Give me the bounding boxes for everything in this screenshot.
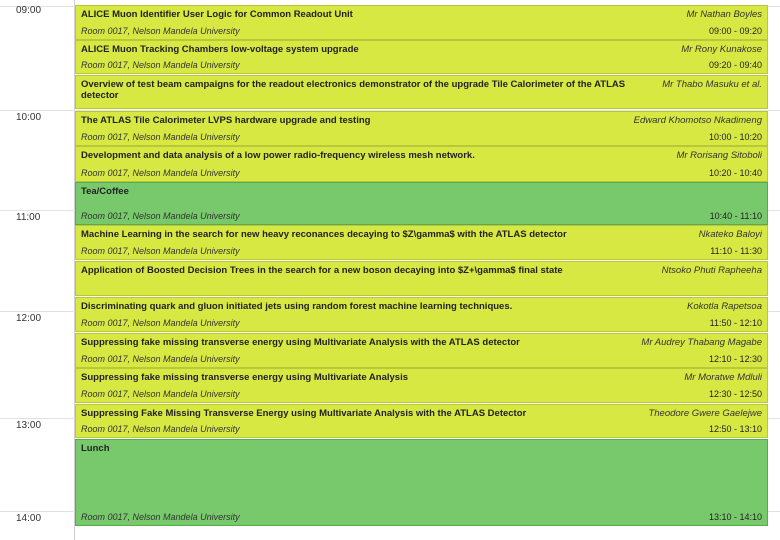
entry-speaker: Mr Audrey Thabang Magabe <box>641 337 762 348</box>
entry-room: Room 0017, Nelson Mandela University <box>81 26 240 36</box>
timetable-entry[interactable] <box>75 5 768 40</box>
entry-speaker: Nkateko Baloyi <box>698 229 762 240</box>
timetable-entry[interactable] <box>75 368 768 403</box>
entry-title: Tea/Coffee <box>81 186 129 197</box>
entry-room: Room 0017, Nelson Mandela University <box>81 168 240 178</box>
timetable-entry[interactable] <box>75 40 768 74</box>
timetable-break[interactable] <box>75 182 768 225</box>
entry-title: Discriminating quark and gluon initiated jets using random forest machine learning techniques. <box>81 301 513 312</box>
entry-speaker: Mr Moratwe Mdluli <box>684 372 762 383</box>
entry-room: Room 0017, Nelson Mandela University <box>81 60 240 70</box>
timetable-entry[interactable] <box>75 75 768 109</box>
entry-time: 10:40 - 11:10 <box>709 211 762 221</box>
entry-title: Overview of test beam campaigns for the readout electronics demonstrator of the upgrade Tile Calorimeter of the ATLAS detector <box>81 79 626 101</box>
entry-time: 13:10 - 14:10 <box>708 512 762 522</box>
entry-title: Suppressing Fake Missing Transverse Energy using Multivariate Analysis with the ATLAS Detector <box>81 408 527 419</box>
entry-time: 11:50 - 12:10 <box>709 318 762 328</box>
entry-speaker: Mr Nathan Boyles <box>686 9 762 20</box>
hour-label: 14:00 <box>16 513 42 524</box>
entry-title: Lunch <box>81 443 110 454</box>
entry-speaker: Edward Khomotso Nkadimeng <box>633 115 762 126</box>
timetable-entry[interactable] <box>75 146 768 182</box>
entry-room: Room 0017, Nelson Mandela University <box>81 132 240 142</box>
entry-time: 12:50 - 13:10 <box>708 424 762 434</box>
timetable-entry[interactable] <box>75 297 768 332</box>
entry-speaker: Mr Thabo Masuku et al. <box>662 79 762 90</box>
timetable-entry[interactable] <box>75 225 768 260</box>
timetable-entry[interactable] <box>75 404 768 438</box>
entry-title: Machine Learning in the search for new heavy reconances decaying to $Z\gamma$ with the ATLAS detector <box>81 229 567 240</box>
entry-speaker: Theodore Gwere Gaelejwe <box>648 408 762 419</box>
hour-label: 11:00 <box>16 212 41 223</box>
entry-room: Room 0017, Nelson Mandela University <box>81 512 240 522</box>
entry-time: 11:10 - 11:30 <box>710 246 762 256</box>
timetable-break[interactable] <box>75 439 768 526</box>
entry-speaker: Mr Rony Kunakose <box>681 44 762 55</box>
entry-time: 12:10 - 12:30 <box>708 354 762 364</box>
hour-label: 12:00 <box>16 313 42 324</box>
entry-speaker: Ntsoko Phuti Rapheeha <box>661 265 762 276</box>
entry-room: Room 0017, Nelson Mandela University <box>81 246 240 256</box>
entry-speaker: Mr Rorisang Sitoboli <box>676 150 762 161</box>
timetable-entry[interactable] <box>75 111 768 146</box>
entry-time: 10:20 - 10:40 <box>708 168 762 178</box>
entry-room: Room 0017, Nelson Mandela University <box>81 318 240 328</box>
hour-label: 09:00 <box>16 5 42 16</box>
entry-title: ALICE Muon Tracking Chambers low-voltage system upgrade <box>81 44 359 55</box>
entry-title: Development and data analysis of a low power radio-frequency wireless mesh network. <box>81 150 475 161</box>
entry-title: Suppressing fake missing transverse energy using Multivariate Analysis with the ATLAS detector <box>81 337 520 348</box>
entry-time: 12:30 - 12:50 <box>708 389 762 399</box>
entry-speaker: Kokotla Rapetsoa <box>687 301 762 312</box>
entry-time: 09:00 - 09:20 <box>708 26 762 36</box>
timetable-entry[interactable] <box>75 333 768 368</box>
entry-room: Room 0017, Nelson Mandela University <box>81 424 240 434</box>
entry-room: Room 0017, Nelson Mandela University <box>81 389 240 399</box>
entry-title: The ATLAS Tile Calorimeter LVPS hardware upgrade and testing <box>81 115 371 126</box>
entry-time: 09:20 - 09:40 <box>708 60 762 70</box>
timetable-entry[interactable] <box>75 261 768 296</box>
entry-title: Application of Boosted Decision Trees in the search for a new boson decaying into $Z+\gamma$ final state <box>81 265 563 276</box>
entry-room: Room 0017, Nelson Mandela University <box>81 211 240 221</box>
entry-time: 10:00 - 10:20 <box>708 132 762 142</box>
entry-room: Room 0017, Nelson Mandela University <box>81 354 240 364</box>
hour-label: 13:00 <box>16 420 42 431</box>
hour-label: 10:00 <box>16 112 42 123</box>
entry-title: Suppressing fake missing transverse energy using Multivariate Analysis <box>81 372 408 383</box>
entry-title: ALICE Muon Identifier User Logic for Common Readout Unit <box>81 9 353 20</box>
